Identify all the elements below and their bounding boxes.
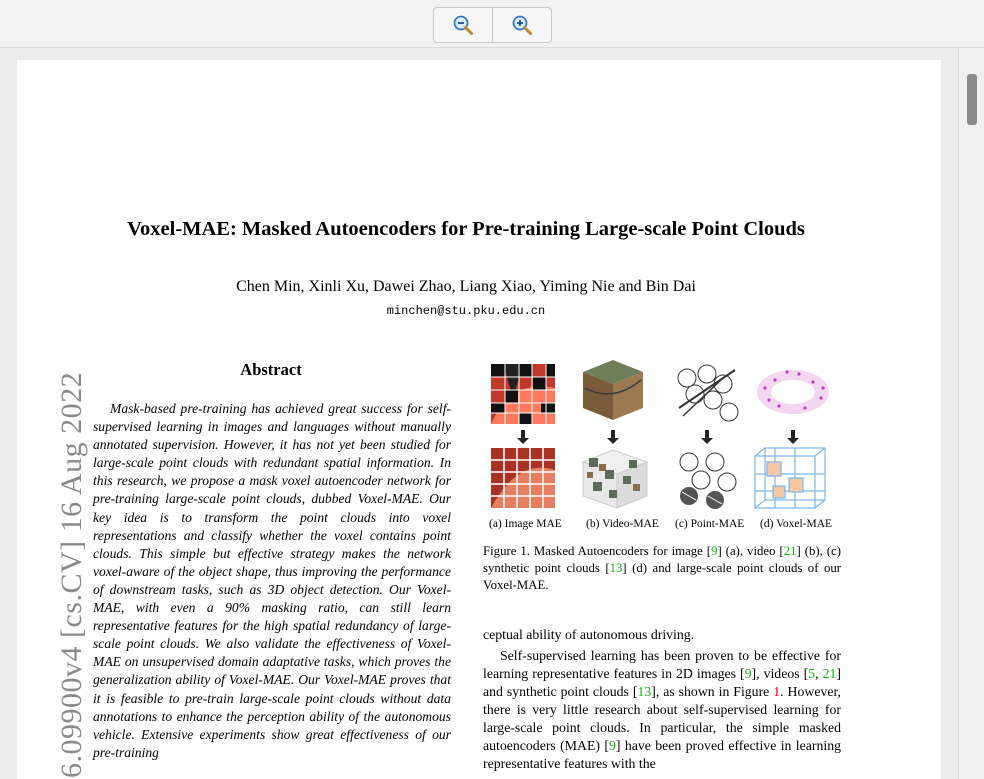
arxiv-identifier: 6.09900v4 [cs.CV] 16 Aug 2022 [55, 371, 88, 778]
paragraph [483, 647, 841, 773]
figure-1 [483, 358, 843, 538]
citation-link[interactable]: 21 [783, 544, 797, 558]
zoom-out-button[interactable] [434, 8, 492, 42]
arrow-down-icon [517, 430, 529, 444]
arrow-down-icon [787, 430, 799, 444]
pdf-page [17, 60, 941, 779]
body-text: ] and synthetic point clouds [ [483, 666, 841, 699]
arrow-down-icon [607, 430, 619, 444]
body-text: ], as shown in Figure [651, 684, 774, 699]
citation-link[interactable]: 13 [609, 561, 623, 575]
video-mae-input-icon [583, 360, 643, 420]
body-text: Self-supervised learning has been proven to be effective for learning representative features in 2D images [ [483, 648, 841, 681]
body-text: . However, there is very little research about self-supervised learning for large-scale point clouds. In particular, the simple masked autoencoders (MAE) [ [483, 684, 841, 753]
paragraph: ceptual ability of autonomous driving. [483, 627, 695, 642]
figure-link[interactable]: 1 [773, 684, 781, 699]
figure-label-b: (b) Video-MAE [586, 518, 659, 530]
voxel-mae-input-icon [757, 370, 829, 414]
citation-link[interactable]: 9 [608, 738, 616, 753]
citation-link[interactable]: 5 [808, 666, 816, 681]
right-column-text [483, 626, 841, 773]
viewer-toolbar [0, 0, 984, 48]
magnifier-minus-icon [452, 14, 474, 36]
point-mae-input-icon [678, 365, 738, 421]
abstract-heading: Abstract [240, 360, 302, 379]
figure-label-d: (d) Voxel-MAE [760, 518, 833, 530]
citation-link[interactable]: 9 [744, 666, 752, 681]
author-email: minchen@stu.pku.edu.cn [386, 304, 546, 318]
body-text: ], videos [ [751, 666, 809, 681]
magnifier-plus-icon [511, 14, 533, 36]
body-text: ] have been proved effective in learning representative features with the [483, 738, 841, 771]
voxel-mae-output-icon [755, 448, 825, 508]
body-text: , [815, 666, 823, 681]
vertical-scrollbar[interactable] [958, 48, 984, 779]
caption-text: ] (d) and large-scale point clouds of our Voxel-MAE. [483, 561, 842, 592]
figure-1-graphic [483, 358, 843, 518]
image-mae-output-icon [491, 448, 555, 508]
zoom-controls [433, 7, 552, 43]
arrow-down-icon [701, 430, 713, 444]
image-mae-input-icon [491, 364, 555, 424]
document-viewer[interactable] [0, 48, 958, 779]
zoom-in-button[interactable] [492, 8, 551, 42]
scrollbar-thumb[interactable] [967, 74, 977, 125]
citation-link[interactable]: 13 [637, 684, 652, 699]
figure-label-a: (a) Image MAE [489, 518, 562, 530]
figure-label-c: (c) Point-MAE [675, 518, 745, 530]
point-mae-output-icon [680, 453, 736, 509]
citation-link[interactable]: 21 [822, 666, 837, 681]
abstract-text [93, 400, 451, 762]
caption-text: ] (a), video [ [717, 544, 784, 558]
caption-text: ] (b), (c) synthetic point clouds [ [483, 544, 841, 575]
abstract-body-text: Mask-based pre-training has achieved great success for self-supervised learning in images and languages without manually annotated supervision. However, it has not yet been studied for large-scale point clouds with redundant spatial information. In this research, we propose a mask voxel autoencoder network for pre-training large-scale point clouds, dubbed Voxel-MAE. Our key idea is to transform the point clouds into voxel representations and classify whether the voxel contains point clouds. This simple but effective strategy makes the network voxel-aware of the object shape, thus improving the performance of downstream tasks, such as 3D object detection. Our Voxel-MAE, with even a 90% masking ratio, can still learn representative features for the high spatial redundancy of large-scale point clouds. We also validate the effectiveness of Voxel-MAE on unsupervised domain adaptative tasks, which proves the generalization ability of Voxel-MAE. Our Voxel-MAE proves that it is feasible to pre-train large-scale point clouds without data annotations to enhance the perception ability of the autonomous vehicle. Extensive experiments show great effectiveness of our pre-training [93, 401, 451, 760]
paper-authors: Chen Min, Xinli Xu, Dawei Zhao, Liang Xiao, Yiming Nie and Bin Dai [236, 278, 696, 295]
paper-title: Voxel-MAE: Masked Autoencoders for Pre-training Large-scale Point Clouds [127, 218, 805, 240]
citation-link[interactable]: 9 [711, 544, 718, 558]
figure-1-caption [483, 543, 841, 594]
video-mae-output-icon [583, 450, 647, 508]
caption-text: Figure 1. Masked Autoencoders for image [ [483, 544, 712, 558]
